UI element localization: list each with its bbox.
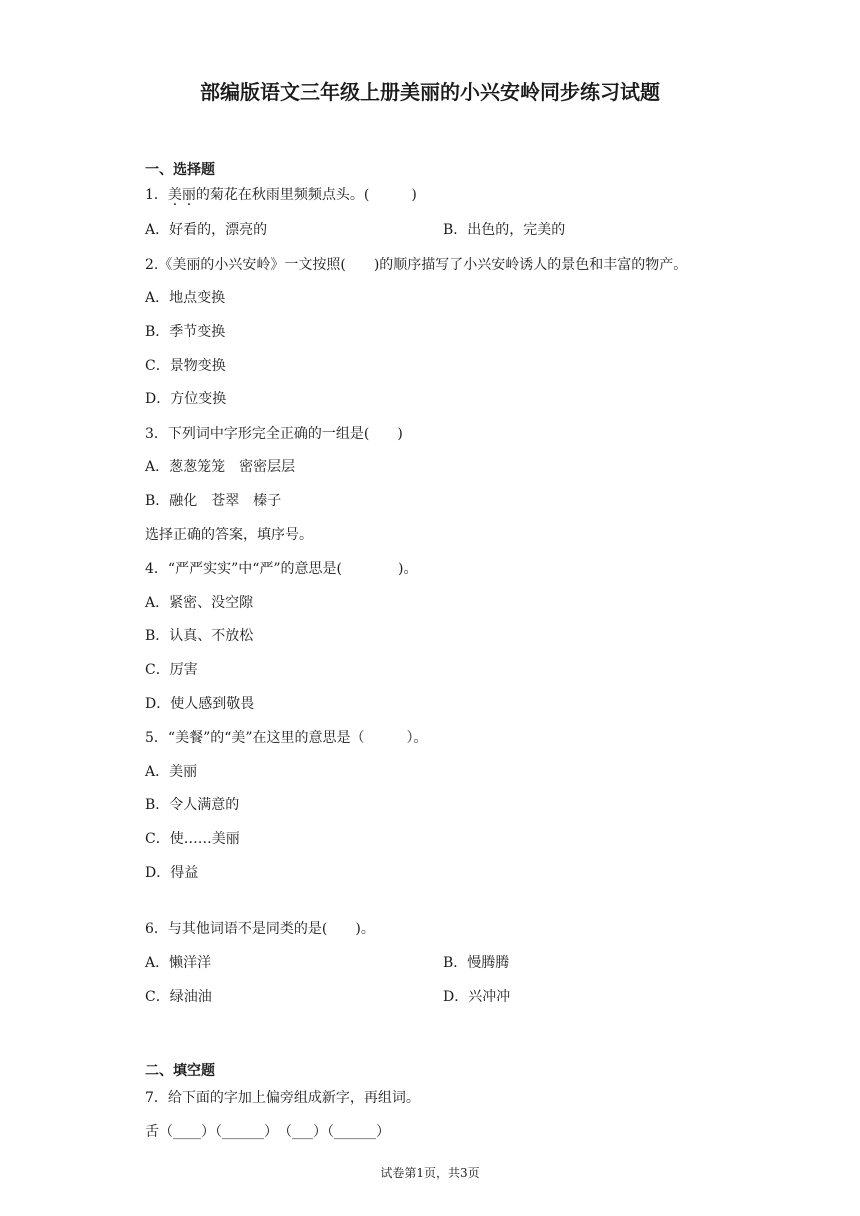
question-1-dotted-char: 丽 (181, 187, 196, 203)
section-heading-fill: 二、填空题 (145, 1063, 215, 1079)
question-2-option-c: C．景物变换 (145, 358, 226, 374)
question-2: 2.《美丽的小兴安岭》一文按照( )的顺序描写了小兴安岭诱人的景色和丰富的物产。 (145, 257, 688, 273)
question-1 (145, 184, 417, 204)
question-1-dotted-char: 美 (167, 187, 182, 203)
question-6-option-d: D．兴冲冲 (443, 989, 511, 1005)
question-2-option-a: A．地点变换 (145, 290, 226, 306)
page-title: 部编版语文三年级上册美丽的小兴安岭同步练习试题 (200, 80, 660, 104)
question-4-option-d: D．使人感到敬畏 (145, 696, 255, 712)
question-3: 3．下列词中字形完全正确的一组是( ) (145, 426, 403, 442)
question-3-option-a: A．葱葱笼笼 密密层层 (145, 459, 296, 475)
page-footer: 试卷第1页，共3页 (380, 1166, 480, 1180)
question-5-option-d: D．得益 (145, 865, 199, 881)
question-1-option-a: A．好看的，漂亮的 (145, 222, 268, 238)
question-1-text: 的菊花在秋雨里频频点头。( ) (195, 187, 417, 203)
question-4: 4．“严严实实”中“严”的意思是( )。 (145, 561, 418, 577)
question-2-option-b: B．季节变换 (145, 324, 226, 340)
section-heading-choice: 一、选择题 (145, 162, 215, 178)
question-5: 5．“美餐”的“美”在这里的意思是（ ）。 (145, 730, 428, 746)
question-3-option-b: B．融化 苍翠 榛子 (145, 493, 282, 509)
question-4-option-b: B．认真、不放松 (145, 628, 254, 644)
question-6-option-b: B．慢腾腾 (443, 955, 510, 971)
instruction-text: 选择正确的答案，填序号。 (145, 527, 313, 543)
question-6-option-a: A．懒洋洋 (145, 955, 212, 971)
question-4-option-c: C．厉害 (145, 662, 198, 678)
question-2-option-d: D．方位变换 (145, 391, 227, 407)
question-6: 6．与其他词语不是同类的是( )。 (145, 921, 375, 937)
question-7: 7．给下面的字加上偏旁组成新字，再组词。 (145, 1090, 420, 1106)
question-4-option-a: A．紧密、没空隙 (145, 595, 254, 611)
question-1-option-b: B．出色的，完美的 (443, 222, 566, 238)
question-7-blanks: 舌（____）（______） （___）（______） (145, 1124, 390, 1140)
question-5-option-c: C．使……美丽 (145, 831, 240, 847)
question-5-option-b: B．令人满意的 (145, 797, 240, 813)
question-1-number: 1． (145, 187, 168, 203)
question-5-option-a: A．美丽 (145, 764, 198, 780)
question-6-option-c: C．绿油油 (145, 989, 212, 1005)
